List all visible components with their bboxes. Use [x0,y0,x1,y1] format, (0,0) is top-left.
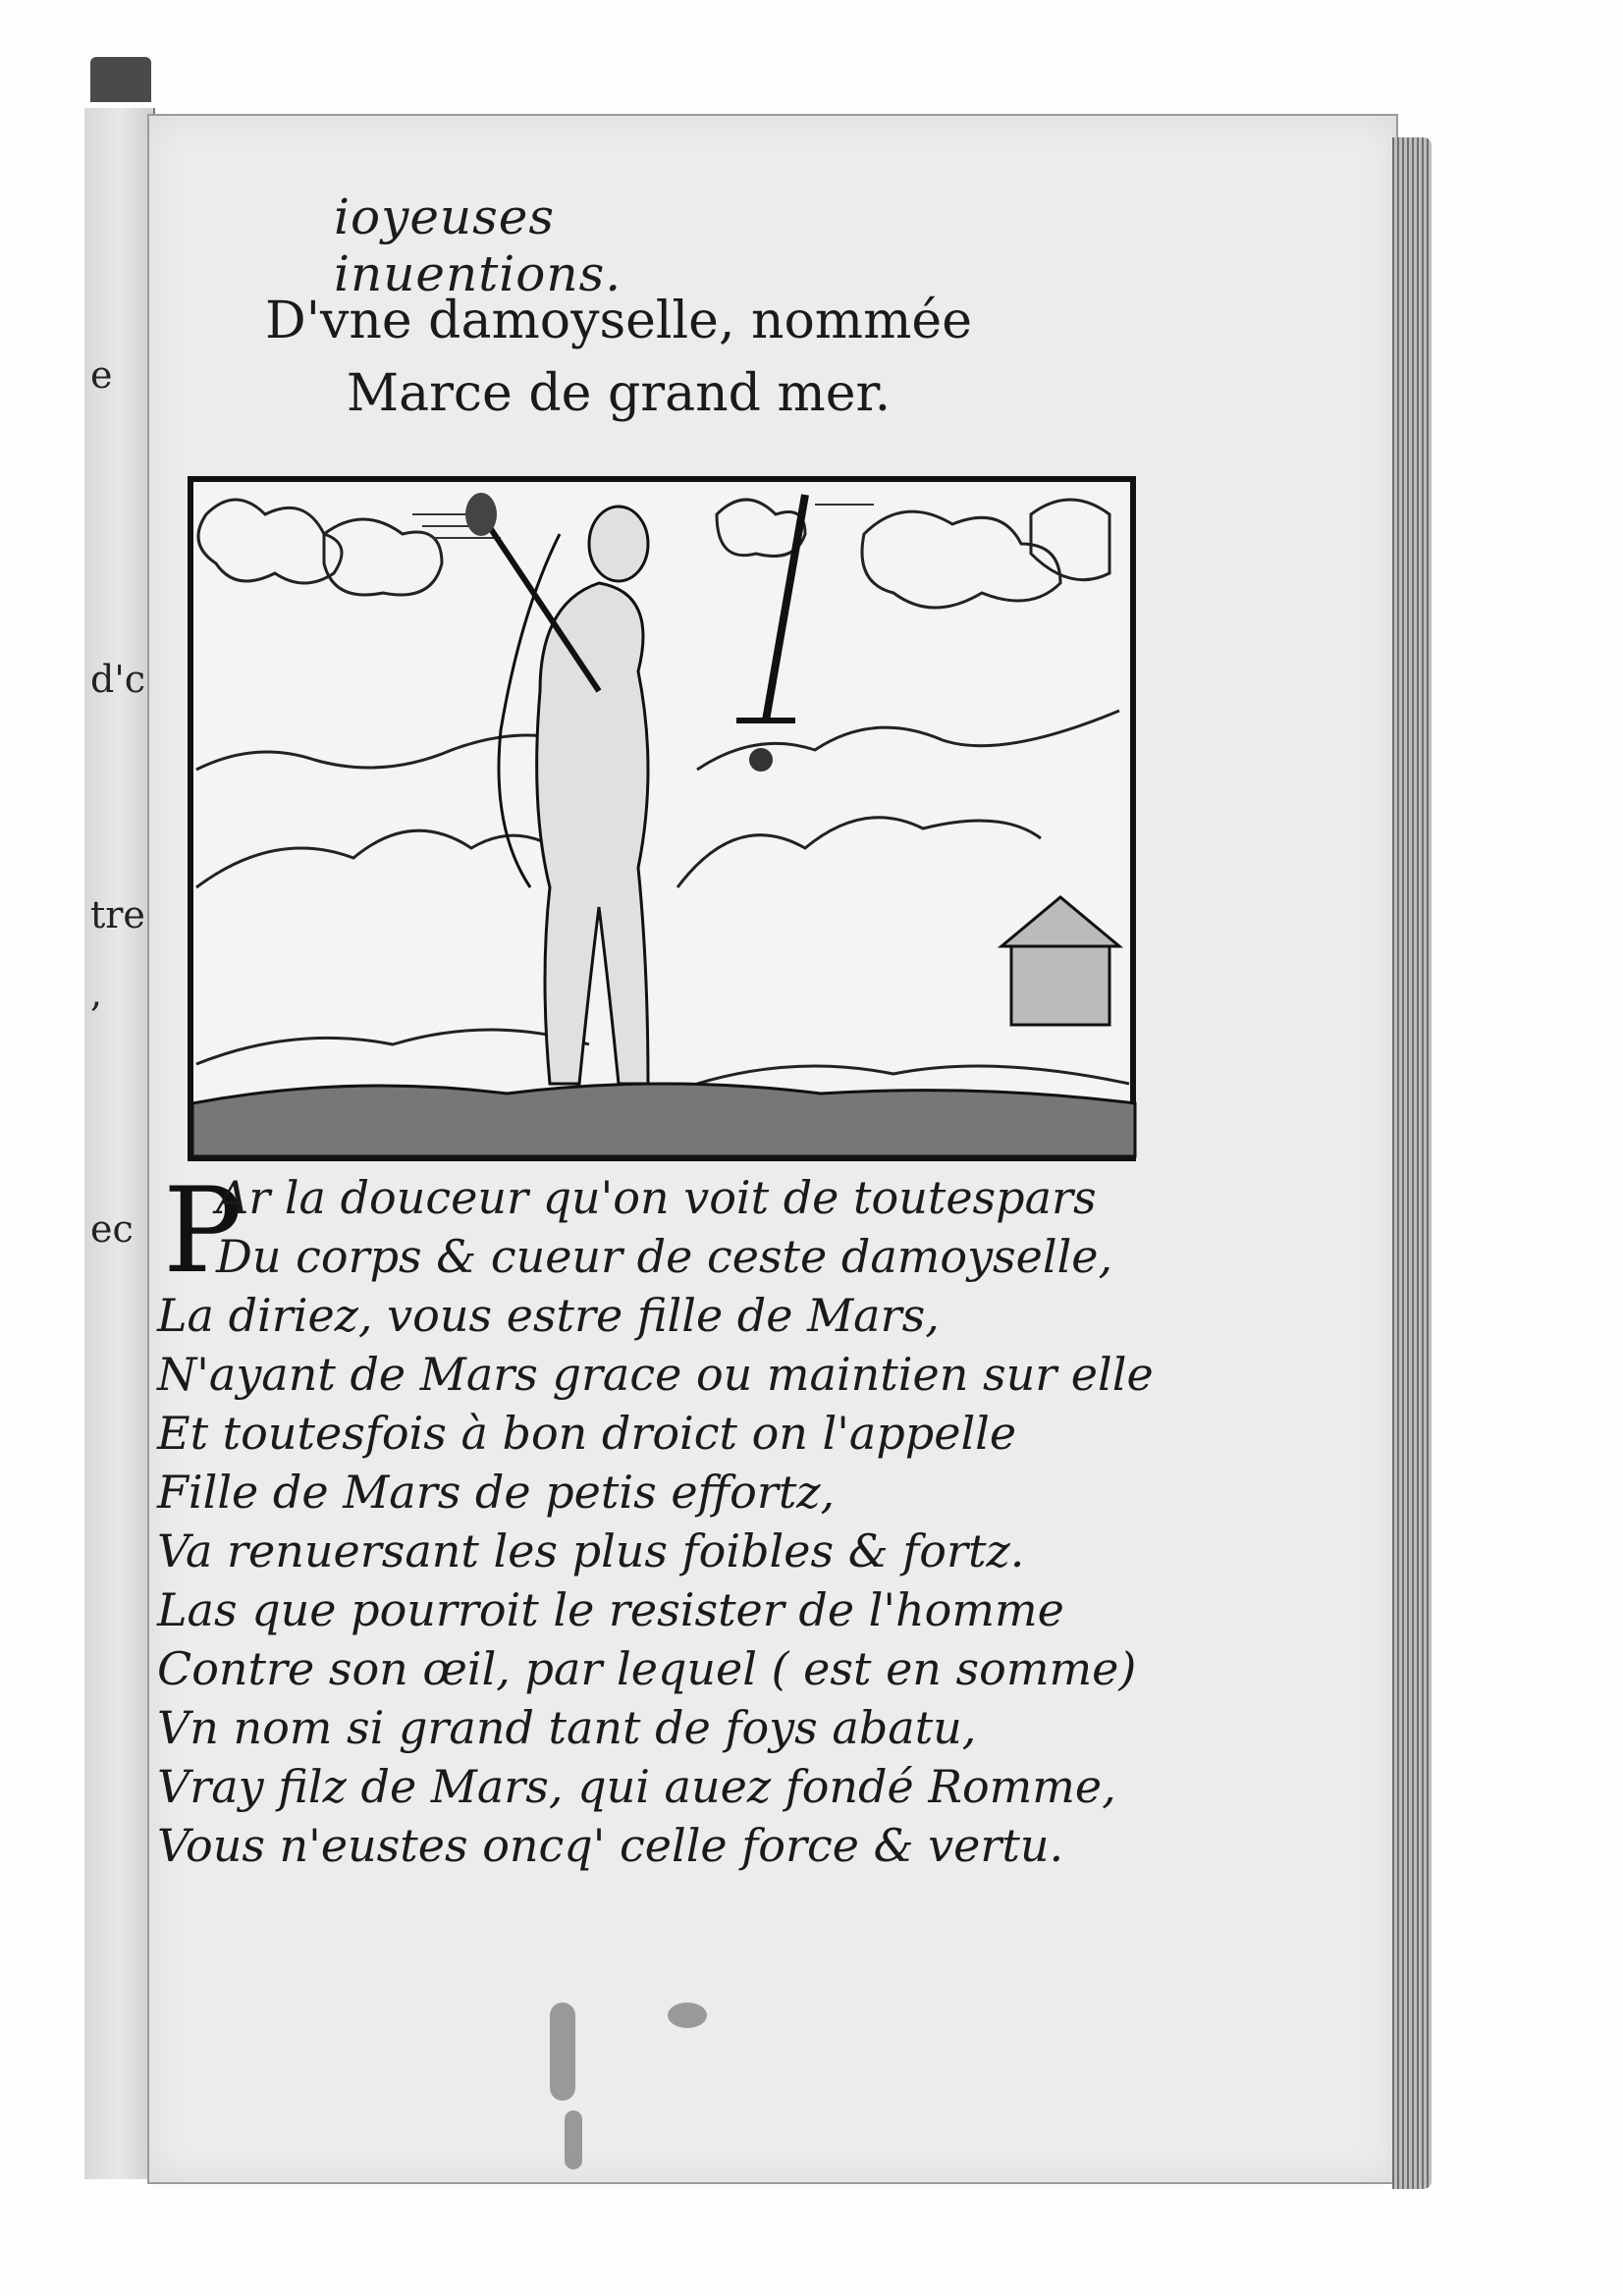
facing-page-fragment: e [90,353,113,397]
facing-page-fragment: d'c [90,658,146,701]
drop-cap: P [163,1163,243,1300]
running-head: ioyeuses inuentions. [334,188,622,302]
verse-line: Vray filz de Mars, qui auez fondé Romme, [157,1760,1116,1813]
facing-page-fragment: , [90,972,103,1015]
title-line: D'vne damoyselle, nommée [265,292,972,350]
verse-line: Vous n'eustes oncq' celle force & vertu. [157,1819,1064,1872]
page-edges [1392,137,1432,2189]
verse-line: Fille de Mars de petis effortz, [157,1466,836,1519]
title-line: Marce de grand mer. [346,364,892,423]
facing-page-fragment: ec [90,1207,134,1251]
verse-body [157,1163,1257,1875]
verse-line: Du corps & cueur de ceste damoyselle, [216,1230,1113,1283]
verse-line: Vn nom si grand tant de foys abatu, [157,1701,977,1754]
verse-line: La diriez, vous estre fille de Mars, [157,1289,940,1342]
ink-smudge [550,2002,575,2101]
book-spine [90,57,151,102]
verse-line: Va renuersant les plus foibles & fortz. [157,1524,1025,1577]
verse-line: Ar la douceur qu'on voit de toutespars [216,1171,1097,1224]
verse-line: Contre son œil, par lequel ( est en somme) [157,1642,1137,1695]
poem-title [245,285,992,430]
woodcut-illustration [187,475,1137,1162]
verse-line: N'ayant de Mars grace ou maintien sur elle [157,1348,1154,1401]
ink-smudge [565,2110,582,2169]
facing-page-edge [84,108,155,2179]
facing-page-fragment: tre [90,893,145,936]
verse-line: Las que pourroit le resister de l'homme [157,1583,1064,1636]
ink-smudge [668,2002,707,2028]
verse-line: Et toutesfois à bon droict on l'appelle [157,1407,1017,1460]
